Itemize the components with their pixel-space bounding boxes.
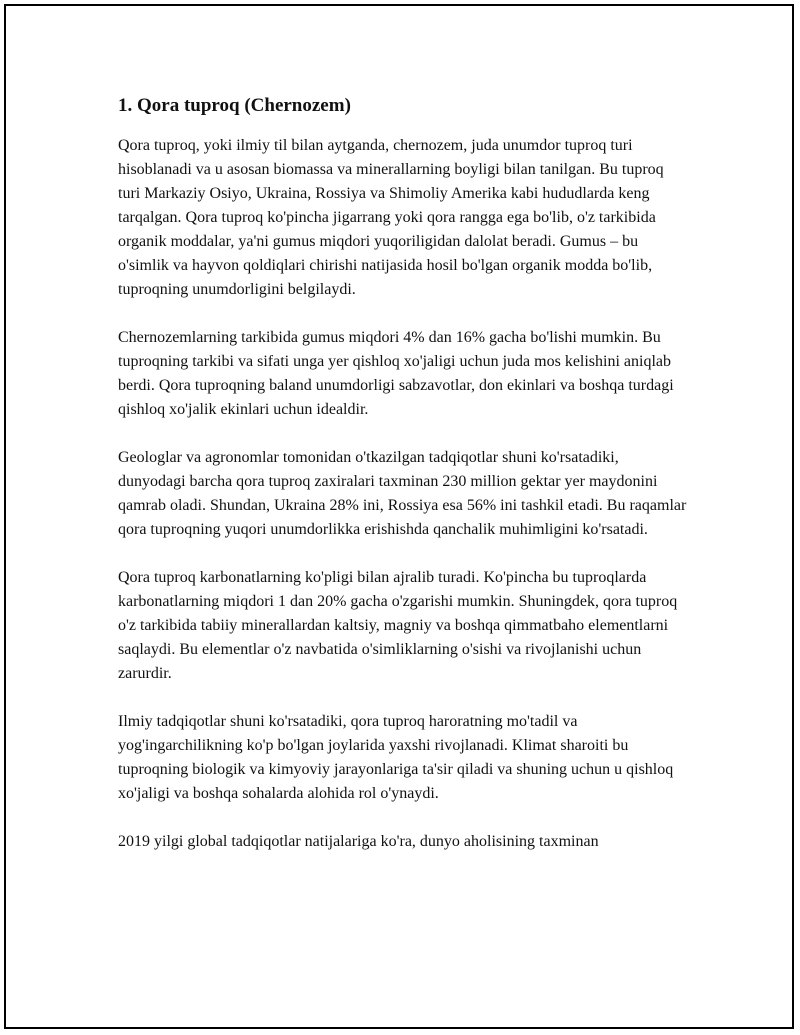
paragraph: Chernozemlarning tarkibida gumus miqdori 4% dan 16% gacha bo'lishi mumkin. Bu tuproqning tarkibi va sifati unga yer qishloq xo'jaligi uchun juda mos kelishini aniqlab berdi. Qora tuproqning baland unumdorligi sabzavotlar, don ekinlari va boshqa turdagi qishloq xo'jalik ekinlari uchun idealdir.	[118, 329, 674, 418]
paragraph: Qora tuproq, yoki ilmiy til bilan aytganda, chernozem, juda unumdor tuproq turi hisoblanadi va u asosan biomassa va minerallarning boyligi bilan tanilgan. Bu tuproq turi Markaziy Osiyo, Ukraina, Rossiya va Shimoliy Amerika kabi hududlarda keng tarqalgan. Qora tuproq ko'pincha jigarrang yoki qora rangga ega bo'lib, o'z tarkibida organik moddalar, ya'ni gumus miqdori yuqoriligidan dalolat beradi. Gumus – bu o'simlik va hayvon qoldiqlari chirishi natijasida hosil bo'lgan organik modda bo'lib, tuproqning unumdorligini belgilaydi.	[118, 137, 664, 298]
paragraph: 2019 yilgi global tadqiqotlar natijalariga ko'ra, dunyo aholisining taxminan	[118, 833, 599, 850]
paragraph: Geologlar va agronomlar tomonidan o'tkazilgan tadqiqotlar shuni ko'rsatadiki, dunyodagi barcha qora tuproq zaxiralari taxminan 230 million gektar yer maydonini qamrab oladi. Shundan, Ukraina 28% ini, Rossiya esa 56% ini tashkil etadi. Bu raqamlar qora tuproqning yuqori unumdorlikka erishishda qanchalik muhimligini ko'rsatadi.	[118, 449, 687, 538]
document-body	[118, 92, 688, 878]
paragraph: Qora tuproq karbonatlarning ko'pligi bilan ajralib turadi. Ko'pincha bu tuproqlarda karbonatlarning miqdori 1 dan 20% gacha o'zgarishi mumkin. Shuningdek, qora tuproq o'z tarkibida tabiiy minerallardan kaltsiy, magniy va boshqa qimmatbaho elementlarni saqlaydi. Bu elementlar o'z navbatida o'simliklarning o'sishi va rivojlanishi uchun zarurdir.	[118, 569, 678, 682]
document-title: 1. Qora tuproq (Chernozem)	[118, 95, 351, 116]
paragraph: Ilmiy tadqiqotlar shuni ko'rsatadiki, qora tuproq haroratning mo'tadil va yog'ingarchilikning ko'p bo'lgan joylarida yaxshi rivojlanadi. Klimat sharoiti bu tuproqning biologik va kimyoviy jarayonlariga ta'sir qiladi va shuning uchun u qishloq xo'jaligi va boshqa sohalarda alohida rol o'ynaydi.	[118, 713, 674, 802]
